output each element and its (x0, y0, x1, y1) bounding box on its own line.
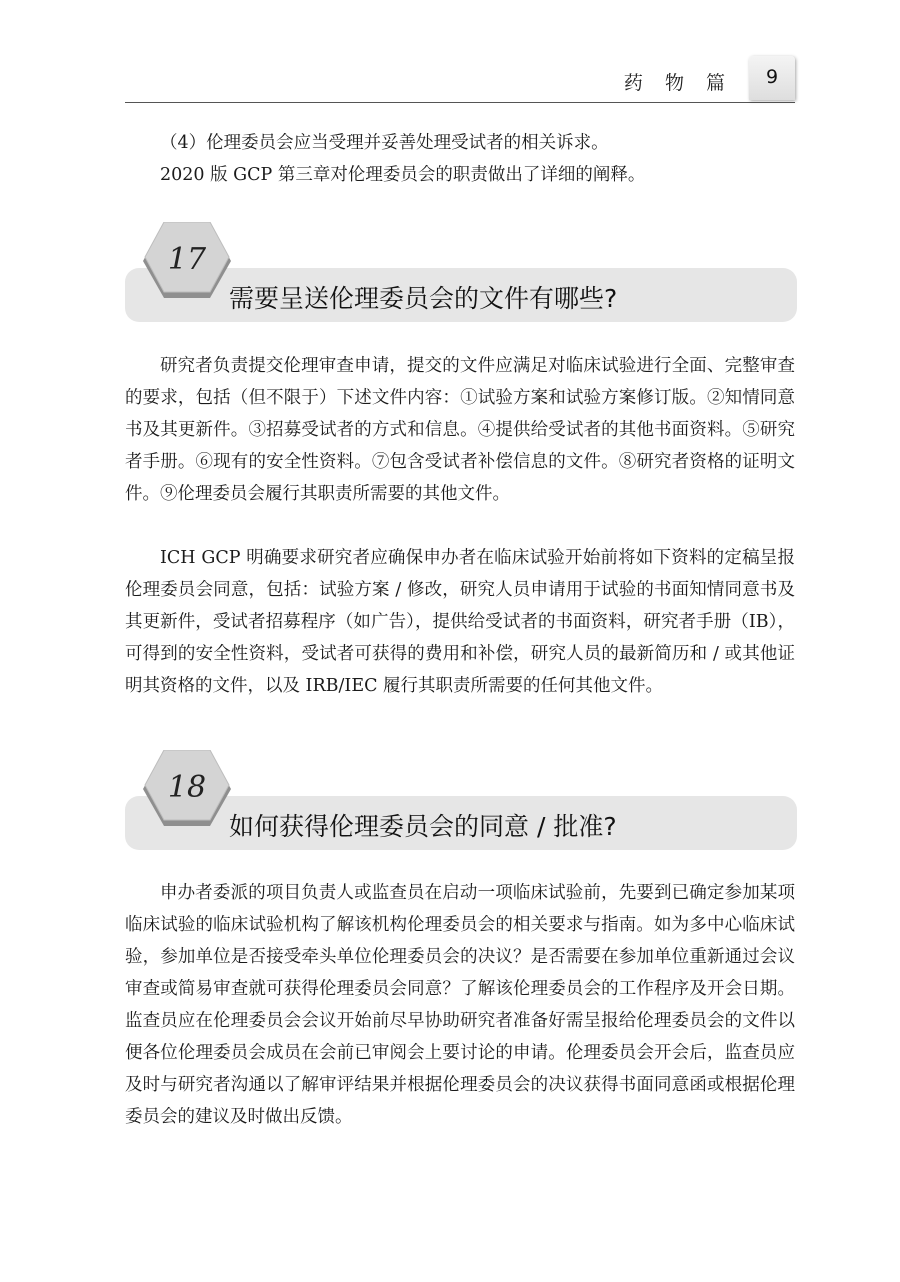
intro-line-1: （4）伦理委员会应当受理并妥善处理受试者的相关诉求。 (160, 133, 609, 153)
page-number: 9 (749, 56, 795, 100)
q17-paragraph-2: ICH GCP 明确要求研究者应确保申办者在临床试验开始前将如下资料的定稿呈报伦理委员会同意，包括：试验方案 / 修改，研究人员申请用于试验的书面知情同意书及其更新件，受试者招募程序（如广告），提供给受试者的书面资料，研究者手册（IB），可得到的安全性资料，受试者可获得的费用和补偿，研究人员的最新简历和 / 或其他证明其资格的文件，以及 IRB/IEC 履行其职责所需要的任何其他文件。 (125, 548, 795, 696)
section-label: 药 物 篇 (623, 72, 733, 94)
intro-line-2: 2020 版 GCP 第三章对伦理委员会的职责做出了详细的阐释。 (160, 165, 646, 185)
q17-paragraph-1: 研究者负责提交伦理审查申请，提交的文件应满足对临床试验进行全面、完整审查的要求，包括（但不限于）下述文件内容：①试验方案和试验方案修订版。②知情同意书及其更新件。③招募受试者的方式和信息。④提供给受试者的其他书面资料。⑤研究者手册。⑥现有的安全性资料。⑦包含受试者补偿信息的文件。⑧研究者资格的证明文件。⑨伦理委员会履行其职责所需要的其他文件。 (125, 356, 795, 504)
question-title: 如何获得伦理委员会的同意 / 批准? (229, 812, 617, 841)
q18-paragraph-1: 申办者委派的项目负责人或监查员在启动一项临床试验前，先要到已确定参加某项临床试验的临床试验机构了解该机构伦理委员会的相关要求与指南。如为多中心临床试验，参加单位是否接受牵头单位伦理委员会的决议？是否需要在参加单位重新通过会议审查或简易审查就可获得伦理委员会同意？了解该伦理委员会的工作程序及开会日期。监查员应在伦理委员会会议开始前尽早协助研究者准备好需呈报给伦理委员会的文件以便各位伦理委员会成员在会前已审阅会上要讨论的申请。伦理委员会开会后，监查员应及时与研究者沟通以了解审评结果并根据伦理委员会的决议获得书面同意函或根据伦理委员会的建议及时做出反馈。 (125, 883, 795, 1127)
question-heading-17 (125, 222, 797, 332)
question-heading-18 (125, 750, 797, 860)
question-number: 18 (167, 770, 207, 805)
question-title: 需要呈送伦理委员会的文件有哪些? (229, 284, 618, 313)
running-header (125, 58, 795, 103)
question-number: 17 (167, 242, 207, 277)
